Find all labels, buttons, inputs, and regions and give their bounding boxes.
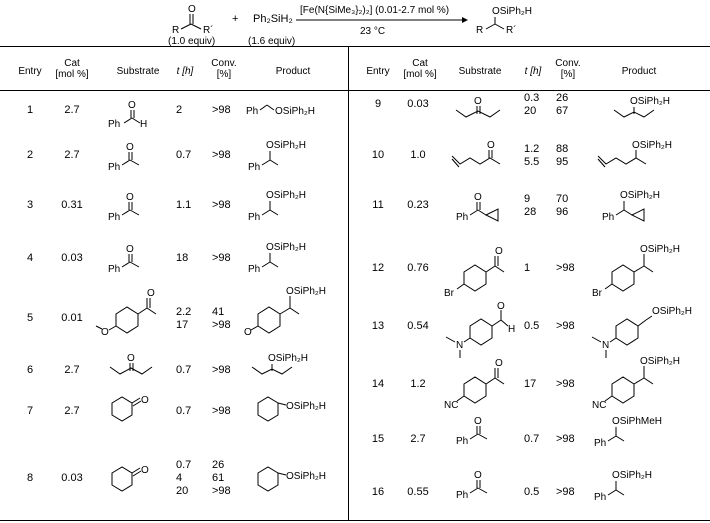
header-cat-left: Cat [mol %] xyxy=(55,58,89,80)
substrate-acetophenone-3 xyxy=(108,192,139,223)
cell-entry: 4 xyxy=(26,252,34,264)
product-dimethylaminobenzyl-13 xyxy=(592,306,692,358)
cell-entry: 13 xyxy=(371,320,385,332)
substrate-acetophenone-16 xyxy=(456,470,487,501)
header-conv-left: Conv. [%] xyxy=(211,58,237,80)
svg-text:OSiPh₂H: OSiPh₂H xyxy=(640,356,681,367)
product-phenylethyl-16 xyxy=(594,470,652,503)
cell-cat: 1.0 xyxy=(410,149,426,161)
cell-entry: 2 xyxy=(26,149,34,161)
svg-text:Ph: Ph xyxy=(456,490,469,501)
svg-text:O: O xyxy=(487,140,495,151)
substrate-acetophenone-15 xyxy=(456,416,487,447)
cell-conv: >98 xyxy=(212,149,231,161)
cell-cat: 2.7 xyxy=(64,104,80,116)
cell-conv: >98 xyxy=(212,199,231,211)
svg-text:Ph: Ph xyxy=(108,264,121,275)
cell-entry: 15 xyxy=(371,433,385,445)
cell-conv: 26 61 >98 xyxy=(212,459,231,497)
svg-text:O: O xyxy=(474,192,482,203)
substrate-cyclopropylketone-11 xyxy=(456,192,498,223)
cell-cat: 0.03 xyxy=(407,98,429,110)
substrate-bromoacetophenone-12 xyxy=(444,246,504,299)
svg-text:Ph: Ph xyxy=(456,212,469,223)
cell-time: 17 xyxy=(524,378,537,390)
header-substrate-left: Substrate xyxy=(116,66,160,77)
cell-time: 18 xyxy=(176,252,189,264)
svg-text:O: O xyxy=(495,358,503,369)
svg-text:OSiPh₂H: OSiPh₂H xyxy=(266,190,307,201)
product-cyclopropylmethyl-11 xyxy=(602,190,660,223)
svg-text:OSiPh₂H: OSiPh₂H xyxy=(266,140,307,151)
header-entry-right: Entry xyxy=(366,66,390,77)
svg-text:OSiPh₂H: OSiPh₂H xyxy=(620,190,661,201)
substrate-pentanone-9 xyxy=(456,96,500,117)
svg-text:Ph: Ph xyxy=(248,212,261,223)
cell-conv: >98 xyxy=(556,433,575,445)
cell-conv: 26 67 xyxy=(556,91,569,117)
svg-text:OSiPh₂H: OSiPh₂H xyxy=(286,401,327,412)
plus-sign: + xyxy=(232,13,239,25)
svg-text:OSiPh₂H: OSiPh₂H xyxy=(286,471,327,482)
svg-text:OSiPh₂H: OSiPh₂H xyxy=(266,242,307,253)
cell-entry: 3 xyxy=(26,199,34,211)
svg-text:O: O xyxy=(141,465,149,476)
svg-text:OSiPh₂H: OSiPh₂H xyxy=(632,140,673,151)
substrate-cyclohexanone-7 xyxy=(112,395,149,421)
svg-text:OSiPh₂H: OSiPh₂H xyxy=(275,106,316,117)
cell-entry: 5 xyxy=(26,312,34,324)
cell-time: 2 xyxy=(176,104,183,116)
catalyst-label: [Fe(N{SiMe₃}₂)₂] (0.01-2.7 mol %) xyxy=(300,5,450,16)
cell-cat: 0.31 xyxy=(61,199,83,211)
svg-text:Ph: Ph xyxy=(108,212,121,223)
svg-text:Ph: Ph xyxy=(594,438,607,449)
svg-text:H: H xyxy=(140,119,148,130)
header-time-left: t [h] xyxy=(176,66,194,77)
svg-text:O: O xyxy=(497,301,505,312)
cell-cat: 0.76 xyxy=(407,262,429,274)
svg-text:Ph: Ph xyxy=(602,212,615,223)
svg-text:Ph: Ph xyxy=(246,106,259,117)
svg-text:O: O xyxy=(474,416,482,427)
svg-text:O: O xyxy=(141,395,149,406)
product-phenylethyl-methyl-15 xyxy=(594,416,662,449)
header-time-right: t [h] xyxy=(524,66,542,77)
svg-text:OSiPh₂H: OSiPh₂H xyxy=(630,96,671,107)
cell-entry: 12 xyxy=(371,262,385,274)
product-r2-label: R´ xyxy=(506,25,517,36)
svg-text:OSiPh₂H: OSiPh₂H xyxy=(286,286,327,297)
svg-text:N: N xyxy=(602,340,610,351)
cell-entry: 16 xyxy=(371,486,385,498)
svg-text:H: H xyxy=(508,324,516,335)
substrate-acetophenone-4 xyxy=(108,244,139,275)
header-product-right: Product xyxy=(621,66,657,77)
substrate-cyclohexanone-8 xyxy=(112,465,149,491)
cell-conv: >98 xyxy=(212,364,231,376)
svg-text:OSiPh₂H: OSiPh₂H xyxy=(268,353,309,364)
cell-conv: 88 95 xyxy=(556,142,569,168)
cell-entry: 7 xyxy=(26,405,34,417)
substrate-hexenone-10 xyxy=(452,140,500,167)
product-pentyl-9 xyxy=(614,96,670,117)
substrate-pentanone-6 xyxy=(110,353,152,374)
svg-text:Ph: Ph xyxy=(594,492,607,503)
cell-entry: 14 xyxy=(371,378,385,390)
product-benzyl-1 xyxy=(246,105,315,117)
silane-equiv: (1.6 equiv) xyxy=(248,36,296,46)
cell-time: 2.2 17 xyxy=(176,305,192,331)
cell-cat: 1.2 xyxy=(410,378,426,390)
product-hexenyl-10 xyxy=(598,140,672,167)
cell-conv: >98 xyxy=(212,104,231,116)
reactant-r-label: R xyxy=(172,25,180,36)
cell-time: 1.2 5.5 xyxy=(524,142,540,168)
silane-label: Ph₂SiH₂ xyxy=(253,13,293,25)
cell-conv: >98 xyxy=(556,262,575,274)
cell-time: 1.1 xyxy=(176,199,192,211)
svg-text:O: O xyxy=(126,192,134,203)
header-entry-left: Entry xyxy=(18,66,42,77)
cell-cat: 0.23 xyxy=(407,199,429,211)
cell-entry: 9 xyxy=(374,98,382,110)
cell-time: 0.7 xyxy=(524,433,540,445)
header-cat-right: Cat [mol %] xyxy=(403,58,437,80)
cell-cat: 0.03 xyxy=(61,252,83,264)
svg-text:O: O xyxy=(147,288,155,299)
reactant-r2-label: R´ xyxy=(203,25,214,36)
cell-cat: 2.7 xyxy=(64,405,80,417)
svg-text:O: O xyxy=(128,100,136,111)
cell-time: 0.7 xyxy=(176,405,192,417)
svg-text:O: O xyxy=(495,246,503,257)
cell-cat: 0.54 xyxy=(407,320,429,332)
reactant-o-label: O xyxy=(188,4,196,15)
header-product-left: Product xyxy=(275,66,311,77)
product-cyanophenylethyl-14 xyxy=(592,356,680,411)
svg-text:N: N xyxy=(456,340,464,351)
product-cyclohexyl-7 xyxy=(258,397,326,421)
svg-text:O: O xyxy=(244,327,252,338)
cell-conv: >98 xyxy=(212,252,231,264)
cell-entry: 11 xyxy=(372,199,384,211)
reactant-equiv: (1.0 equiv) xyxy=(168,36,216,46)
cell-cat: 0.03 xyxy=(61,472,83,484)
cell-entry: 8 xyxy=(26,472,34,484)
cell-conv: >98 xyxy=(556,320,575,332)
product-bromophenylethyl-12 xyxy=(592,244,680,299)
svg-text:OSiPh₂H: OSiPh₂H xyxy=(640,244,681,255)
cell-time: 0.7 xyxy=(176,364,192,376)
product-phenylethyl-4 xyxy=(248,242,306,275)
svg-text:O: O xyxy=(127,353,135,364)
svg-text:Ph: Ph xyxy=(108,162,121,173)
svg-text:Br: Br xyxy=(444,288,454,299)
svg-text:NC: NC xyxy=(592,400,607,411)
product-phenylethyl-2 xyxy=(248,140,306,173)
substrate-methoxyacetophenone-5 xyxy=(96,288,156,338)
cell-time: 0.7 4 20 xyxy=(176,459,192,497)
substrate-dimethylaminobenzaldehyde-13 xyxy=(446,301,515,358)
cell-time: 0.7 xyxy=(176,149,192,161)
cell-time: 0.5 xyxy=(524,486,540,498)
product-methoxyphenylethyl-5 xyxy=(244,286,326,338)
svg-text:Ph: Ph xyxy=(108,119,121,130)
svg-text:O: O xyxy=(126,244,134,255)
cell-conv: >98 xyxy=(556,486,575,498)
product-phenylethyl-3 xyxy=(248,190,306,223)
substrate-benzaldehyde-1 xyxy=(108,100,147,130)
header-substrate-right: Substrate xyxy=(458,66,502,77)
cell-cat: 0.55 xyxy=(407,486,429,498)
product-cyclohexyl-8 xyxy=(258,467,326,491)
svg-text:OSiPhMeH: OSiPhMeH xyxy=(612,416,663,427)
svg-text:O: O xyxy=(101,327,109,338)
svg-text:Br: Br xyxy=(592,288,602,299)
svg-text:OSiPh₂H: OSiPh₂H xyxy=(652,306,693,317)
svg-text:O: O xyxy=(126,142,134,153)
product-pentyl-6 xyxy=(252,353,308,374)
cell-entry: 6 xyxy=(26,364,34,376)
header-conv-right: Conv. [%] xyxy=(555,58,581,80)
product-r-label: R xyxy=(476,25,484,36)
cell-time: 9 28 xyxy=(524,192,537,218)
svg-text:Ph: Ph xyxy=(456,436,469,447)
svg-text:OSiPh₂H: OSiPh₂H xyxy=(612,470,653,481)
cell-cat: 2.7 xyxy=(64,149,80,161)
svg-text:O: O xyxy=(474,470,482,481)
substrate-acetophenone-2 xyxy=(108,142,139,173)
svg-text:NC: NC xyxy=(444,400,459,411)
cell-time: 1 xyxy=(524,262,531,274)
cell-conv: >98 xyxy=(556,378,575,390)
cell-conv: >98 xyxy=(212,405,231,417)
cell-cat: 2.7 xyxy=(64,364,80,376)
svg-text:O: O xyxy=(474,96,482,107)
cell-conv: 41 >98 xyxy=(212,305,231,331)
cell-entry: 10 xyxy=(371,149,385,161)
cell-entry: 1 xyxy=(26,104,34,116)
cell-cat: 2.7 xyxy=(410,433,426,445)
cell-time: 0.5 xyxy=(524,320,540,332)
substrate-acetylbenzonitrile-14 xyxy=(444,358,504,411)
cell-time: 0.3 20 xyxy=(524,91,540,117)
svg-text:Ph: Ph xyxy=(248,162,261,173)
product-group-label: OSiPh₂H xyxy=(492,6,533,17)
svg-text:Ph: Ph xyxy=(248,264,261,275)
cell-conv: 70 96 xyxy=(556,192,569,218)
cell-cat: 0.01 xyxy=(61,312,83,324)
temperature-label: 23 °C xyxy=(360,26,386,37)
